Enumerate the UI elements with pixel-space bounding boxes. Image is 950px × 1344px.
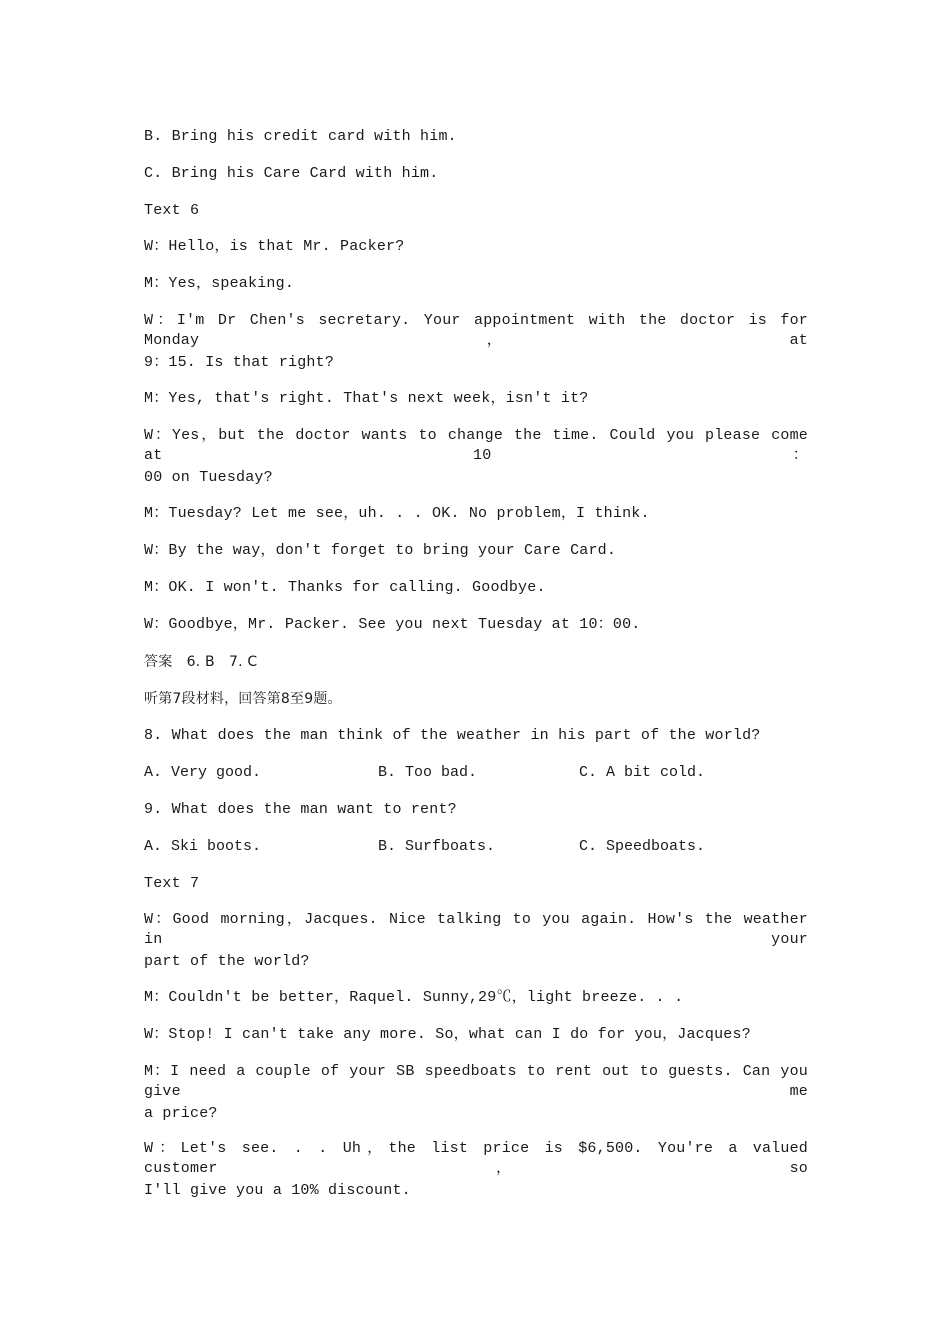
dialogue-line-continued: 00 on Tuesday? bbox=[144, 469, 273, 486]
section-heading-text-7: Text 7 bbox=[144, 875, 200, 892]
dialogue-line: W：Hello，is that Mr. Packer? bbox=[144, 238, 405, 255]
question-8: 8. What does the man think of the weather in his part of the world? bbox=[144, 727, 761, 744]
q8-option-b: B. Too bad. bbox=[378, 764, 478, 781]
dialogue-line: W：Good morning，Jacques. Nice talking to you again. How's the weather in your bbox=[144, 911, 808, 948]
dialogue-line-continued: a price? bbox=[144, 1105, 218, 1122]
dialogue-line: M：Yes，speaking. bbox=[144, 275, 295, 292]
q9-option-c: C. Speedboats. bbox=[579, 838, 706, 855]
dialogue-line: M：OK. I won't. Thanks for calling. Goodbye. bbox=[144, 579, 546, 596]
q8-option-a: A. Very good. bbox=[144, 764, 262, 781]
dialogue-line: M：Couldn't be better，Raquel. Sunny,29℃，light breeze. . . bbox=[144, 989, 684, 1006]
listening-instruction: 听第7段材料，回答第8至9题。 bbox=[144, 691, 342, 707]
dialogue-line-continued: 9：15. Is that right? bbox=[144, 354, 335, 371]
answer-key: 答案 6. B 7. C bbox=[144, 654, 258, 670]
dialogue-line: W：Let's see. . . Uh，the list price is $6,500. You're a valued customer，so bbox=[144, 1140, 808, 1177]
dialogue-line: M：Tuesday? Let me see，uh. . . OK. No problem，I think. bbox=[144, 505, 650, 522]
dialogue-line: M：Yes, that's right. That's next week，isn't it? bbox=[144, 390, 589, 407]
option-b-line: B. Bring his credit card with him. bbox=[144, 128, 457, 145]
q8-option-c: C. A bit cold. bbox=[579, 764, 706, 781]
dialogue-line: W：By the way，don't forget to bring your Care Card. bbox=[144, 542, 617, 559]
dialogue-line: W：Goodbye，Mr. Packer. See you next Tuesday at 10：00. bbox=[144, 616, 641, 633]
dialogue-line: W：Stop! I can't take any more. So，what can I do for you，Jacques? bbox=[144, 1026, 751, 1043]
dialogue-line-continued: I'll give you a 10% discount. bbox=[144, 1182, 411, 1199]
section-heading-text-6: Text 6 bbox=[144, 202, 200, 219]
dialogue-line: M：I need a couple of your SB speedboats to rent out to guests. Can you give me bbox=[144, 1063, 808, 1100]
dialogue-line-continued: part of the world? bbox=[144, 953, 310, 970]
q9-option-b: B. Surfboats. bbox=[378, 838, 496, 855]
question-9: 9. What does the man want to rent? bbox=[144, 801, 457, 818]
dialogue-line: W：I'm Dr Chen's secretary. Your appointment with the doctor is for Monday，at bbox=[144, 312, 808, 349]
dialogue-line: W：Yes，but the doctor wants to change the time. Could you please come at 10： bbox=[144, 427, 808, 464]
option-c-line: C. Bring his Care Card with him. bbox=[144, 165, 439, 182]
q9-option-a: A. Ski boots. bbox=[144, 838, 262, 855]
